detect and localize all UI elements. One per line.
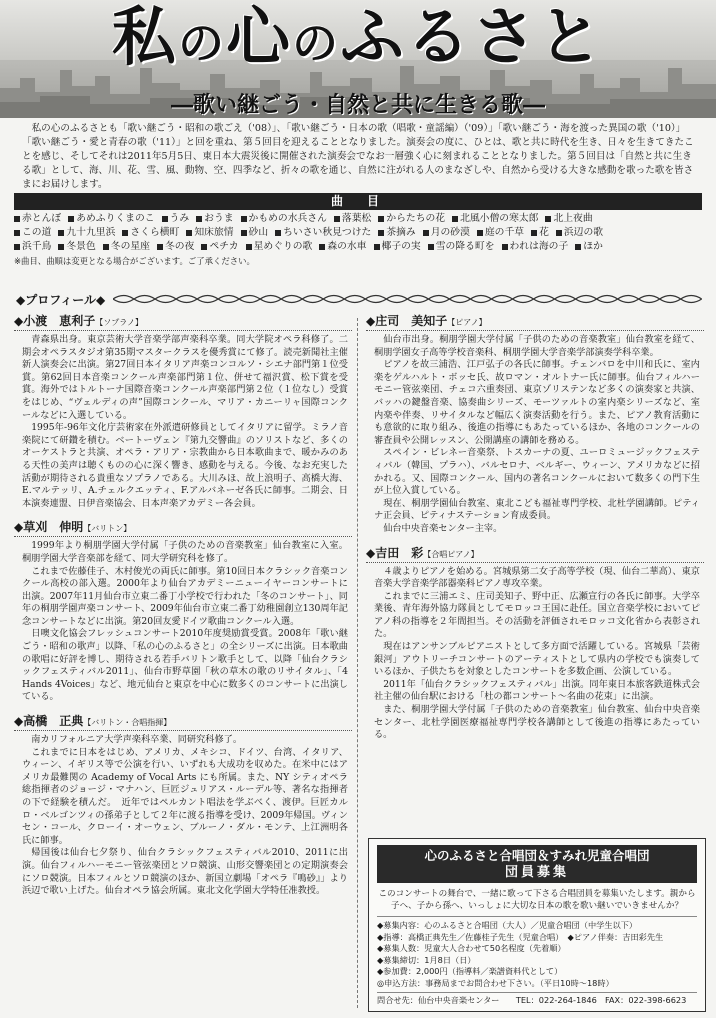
song-title: 冬の夜 <box>164 241 195 252</box>
bullet-icon <box>58 244 64 250</box>
song-item <box>477 226 524 240</box>
song-item <box>502 240 569 254</box>
song-title: ペチカ <box>209 241 239 252</box>
song-item <box>186 226 233 240</box>
recruit-title <box>377 845 697 883</box>
song-item <box>423 226 470 240</box>
song-item <box>545 212 592 226</box>
song-title: 冬の星座 <box>110 241 150 252</box>
song-item <box>162 212 190 226</box>
songs-note: ※曲目、曲順は変更となる場合がございます。ご了承ください。 <box>14 256 255 266</box>
bullet-icon <box>378 216 384 222</box>
song-title: 花 <box>539 227 549 238</box>
songs-heading: 曲 目 <box>14 193 702 210</box>
bio-paragraph: 現在はアンサンブルピアニストとして多方面で活躍している。宮城県「芸術銀河」アウトリーチコンサートのアーティストとして県内の学校でも演奏しているほか、子供たちを対象としたコンサートを多数企画、公演している。 <box>374 641 700 678</box>
bio-paragraph: 南カリフォルニア大学声楽科卒業、同研究科修了。 <box>31 734 243 746</box>
song-item <box>275 226 371 240</box>
song-title: ほか <box>583 241 603 252</box>
bullet-icon <box>545 216 551 222</box>
title-part-furusato: ふるさと <box>340 0 604 75</box>
song-row-3 <box>14 240 702 254</box>
song-title: 冬景色 <box>66 241 96 252</box>
bullet-icon <box>428 244 434 250</box>
profile-heading <box>16 288 702 310</box>
bio-paragraph: 1999年より桐朋学園大学付属「子供のための音楽教室」仙台教室に入室。桐朋学園大学音楽部を経て、同大学研究科を修了。 <box>22 540 348 564</box>
title-part-watashi: 私 <box>112 0 178 75</box>
recruit-deadline: ◆募集締切：1月8日（日） <box>377 954 476 965</box>
bullet-icon <box>246 244 252 250</box>
recruit-contact: 問合せ先：仙台中央音楽センター TEL：022-264-1846 FAX：022-398-6623 <box>377 992 697 1007</box>
song-title: 九十九里浜 <box>66 227 116 238</box>
song-item <box>58 240 95 254</box>
bullet-icon <box>14 244 20 250</box>
song-title: 砂山 <box>248 227 269 238</box>
bullet-icon <box>502 244 508 250</box>
song-item <box>241 226 269 240</box>
song-item <box>378 226 415 240</box>
song-title: 落葉松 <box>341 213 372 224</box>
spacer <box>14 704 352 712</box>
recruit-apply: ◎申込方法：事務局までお問合わせ下さい。（平日10時～18時） <box>377 977 614 988</box>
profile-label: ◆プロフィール◆ <box>16 292 106 307</box>
performer-role: 【ソプラノ】 <box>95 318 143 327</box>
song-title: おうま <box>204 213 234 224</box>
song-item <box>334 212 371 226</box>
bullet-icon <box>374 244 380 250</box>
song-title: 知床旅情 <box>194 227 234 238</box>
song-title: 椰子の実 <box>381 241 421 252</box>
recruit-title-line1: 心のふるさと合唱団＆すみれ児童合唱団 <box>424 848 650 863</box>
header-banner <box>0 0 716 118</box>
song-title: 北風小僧の寒太郎 <box>460 213 539 224</box>
song-item <box>196 212 233 226</box>
song-title: 赤とんぼ <box>22 213 62 224</box>
bullet-icon <box>103 244 109 250</box>
bullet-icon <box>196 216 202 222</box>
song-item <box>556 226 603 240</box>
recruit-details <box>377 916 697 990</box>
bio-paragraph: 現在、桐朋学園仙台教室、東北こども福祉専門学校、北杜学園講師。ピティナ正会員、ピティナステーション育成委員。 <box>374 497 700 522</box>
ornament-divider-icon <box>113 292 702 306</box>
bio-paragraph: 青森県出身。東京芸術大学音楽学部声楽科卒業。同大学院オペラ科修了。二期会オペラスタジオ第35期マスタークラスを優秀賞にて修了。読売新聞社主催新人演奏会に出演。第27回日本イタリア声楽コンコルソ・シエナ部門第１位受賞。第62回日本音楽コンクール声楽部門第１位、併せて福沢賞、松下賞を受賞。海外ではトルトーナ国際音楽コンクール声楽部門第２位（１位なし）受賞をはじめ、“ヴェルディの声”国際コンクール、マリア・カニーリャ国際コンクールなどに入選している。 <box>22 334 348 421</box>
recruit-instructors: ◆指導：高橋正典先生／佐藤桂子先生（児童合唱） ◆ピアノ伴奏：吉田彩先生 <box>377 931 664 942</box>
song-title: 北上夜曲 <box>553 213 593 224</box>
profile-name-takahashi <box>14 712 352 731</box>
song-title: 浜辺の歌 <box>563 227 604 238</box>
page-subtitle: ―歌い継ごう・自然と共に生きる歌― <box>170 92 545 118</box>
bullet-icon <box>531 230 537 236</box>
bullet-icon <box>575 244 581 250</box>
profile-name-owatari <box>14 312 352 331</box>
song-title: ちいさい秋見つけた <box>283 227 372 238</box>
profile-column-left <box>14 312 352 898</box>
song-title: からたちの花 <box>386 213 446 224</box>
bio-paragraph: スペイン・ビレネー音楽祭、トスカーナの夏、ユーロミュージックフェスティバル（韓国、プラハ）、バルセロナ、ベルギー、ウィーン、アメリカなどに招かれる。又、国際コンクール、国内の著名コンクールにおいて数多くの門下生が上位入賞している。 <box>374 447 700 497</box>
recruit-lead: このコンサートの舞台で、一緒に歌って下さる合唱団員を募集いたします。親から子へ、子から孫へ、いっしょに大切な日本の歌を歌い継いでいきませんか？ <box>378 889 696 911</box>
performer-name: ◆吉田 彩 <box>366 545 424 560</box>
performer-name: ◆庄司 美知子 <box>366 314 448 328</box>
bio-paragraph: 日噢文化協会フレッシュコンサート2010年度奨励賞受賞。2008年「歌い継ごう・昭和の歌声」以降、「私の心のふるさと」の全シリーズに出演。日本歌曲の歌唱に好評を博し、期待される若手バリトン歌手として、以降「仙台クラシックフェスティバル2011」、仙台市野草園「秋の草木の歌のリサイタル」、「4 Hands 4Voices」など、地元仙台と東京を中心に数多くのコンサートに出演している。 <box>22 628 348 703</box>
bio-paragraph: これまで佐藤佳子、木村俊光の両氏に師事。第10回日本クラシック音楽コンクール高校の部入選。2000年より仙台アカデミーニューイヤーコンサートに出演。2007年11月仙台市立東二番丁小学校で行われた「冬のコンサート」、同年の桐朋学園声楽コンサート、2009年仙台市立東二番丁幼稚園創立130周年記念コンサートなどに出演。第20回友愛ドイツ歌曲コンクール入選。 <box>22 565 348 627</box>
bullet-icon <box>122 230 128 236</box>
song-title: 庭の千草 <box>484 227 525 238</box>
song-item <box>14 226 51 240</box>
bullet-icon <box>241 216 247 222</box>
song-row-2 <box>14 226 702 240</box>
bullet-icon <box>186 230 192 236</box>
bullet-icon <box>14 230 20 236</box>
column-divider <box>357 318 358 1008</box>
bullet-icon <box>477 230 483 236</box>
bullet-icon <box>275 230 281 236</box>
page-title <box>0 2 716 79</box>
bullet-icon <box>68 216 74 222</box>
song-title: この道 <box>22 227 52 238</box>
song-item <box>122 226 179 240</box>
bullet-icon <box>334 216 340 222</box>
song-title: 雪の降る町を <box>435 241 495 252</box>
bullet-icon <box>201 244 207 250</box>
bullet-icon <box>14 216 20 222</box>
song-item <box>14 240 51 254</box>
song-title: うみ <box>169 213 190 224</box>
performer-role: 【合唱ピアノ】 <box>423 549 479 559</box>
bullet-icon <box>241 230 247 236</box>
recruit-title-line2: 団員募集 <box>504 865 569 880</box>
song-title: 浜千鳥 <box>22 241 52 252</box>
song-item <box>103 240 150 254</box>
song-title: 星めぐりの歌 <box>253 241 313 252</box>
performer-role: 【バリトン】 <box>83 524 132 534</box>
bullet-icon <box>58 230 64 236</box>
profile-name-yoshida <box>366 544 704 563</box>
song-item <box>201 240 238 254</box>
performer-role: 【ピアノ】 <box>447 318 487 327</box>
song-item <box>378 212 445 226</box>
song-item <box>246 240 313 254</box>
recruit-fee: ◆参加費：2,000円（指導料／楽譜資料代として） <box>377 966 563 977</box>
song-item <box>241 212 327 226</box>
bullet-icon <box>452 216 458 222</box>
bullet-icon <box>378 230 384 236</box>
song-row-1 <box>14 212 702 226</box>
song-title: かもめの水兵さん <box>248 213 327 224</box>
song-item <box>428 240 495 254</box>
bio-paragraph: これまでに三浦エミ、庄司美知子、野中正、広瀬宣行の各氏に師事。大学卒業後、青年海外協力隊員としてモロッコ王国に赴任。国立音楽学校においてピアノ科の指導を２年間担当。その活動を評価されモロッコ文化省から表彰された。 <box>374 590 700 640</box>
bio-paragraph: 2011年「仙台クラシックフェスティバル」出演。同年東日本旅客鉄道株式会社主催の仙台駅における「杜の都コンサート～名曲の花束」に出演。 <box>374 678 700 703</box>
spacer <box>366 536 704 544</box>
spacer <box>14 510 352 518</box>
bullet-icon <box>162 216 168 222</box>
bullet-icon <box>319 244 325 250</box>
song-title: あめふりくまのこ <box>76 213 155 224</box>
profile-name-kusakari <box>14 518 352 537</box>
recruit-content: ◆募集内容：心のふるさと合唱団（大人）／児童合唱団（中学生以下） <box>377 920 638 930</box>
bullet-icon <box>423 230 429 236</box>
song-title: 森の水車 <box>327 241 367 252</box>
song-item <box>452 212 538 226</box>
performer-role: 【バリトン・合唱指揮】 <box>83 718 172 728</box>
song-item <box>68 212 154 226</box>
bio-paragraph: これまでに日本をはじめ、アメリカ、メキシコ、ドイツ、台湾、イタリア、ウィーン、イギリス等で公演を行い、いずれも大成功を収めた。在米中にはアメリカ最難関の Academy of Vocal Arts にも所属。また、NY シティオペラ総指揮者のジョージ・マナハン、巨匠ジュリアス・ルーデル等、著名な指揮者の下で経験を積んだ。 近年ではペルカント唱法を学ぶべく、渡伊。巨匠カルロ・ベルゴンツィの孫弟子として２年に渡る指導を受け、2009年帰国。ヴィンセン・コール、クローイ・オーウェン、ブルーノ・ダル・モンテ、上江洲明各氏に師事。 <box>22 746 348 846</box>
bio-paragraph: ４歳よりピアノを始める。宮城県第二女子高等学校（現、仙台二華高）、東京音楽大学音楽学部器楽科ピアノ専攻卒業。 <box>374 565 700 590</box>
profile-column-right <box>366 312 704 742</box>
bio-paragraph: 仙台中央音楽センター主宰。 <box>383 522 503 534</box>
song-item <box>531 226 549 240</box>
song-item <box>157 240 194 254</box>
song-list <box>14 212 702 267</box>
bio-paragraph: 帰国後は仙台七夕祭り、仙台クラシックフェスティバル2010、2011に出演。仙台フィルハーモニー管弦楽団とソロ競演、山形交響楽団との定期演奏会にソロ競演。日本フィルとソロ競演のほか、新国立劇場「オペラ『鳴砂』」より浜辺で歌い上げた。仙台オペラ協会所属。東北文化学園大学特任准教授。 <box>22 847 348 897</box>
song-item <box>14 212 61 226</box>
song-title: 月の砂漠 <box>430 227 470 238</box>
intro-paragraph: 私の心のふるさとも「歌い継ごう・昭和の歌ごえ（'08）」、「歌い継ごう・日本の歌（唱歌・童謡編）（'09）」「歌い継ごう・海を渡った異国の歌（'10）」「歌い継ごう・愛と青春の歌（'11）」と回を重ね、第５回目を迎えることとなりました。演奏会の度に、ひとは、歌と共に時代を生き、日々を生きてきたことを感じ、そしてそれは2011年5月5日、東日本大震災後に開催された演奏会でなお一層強く心に刻まれることとなりました。第５回目は「自然と共に生きる歌」として、海、川、花、雪、風、動物、空、四季など、折々の歌を通じ、自然に注がれる人のまなざしや、自然から受ける大きな感動を歌った歌を皆さまにお届けします。 <box>22 123 694 190</box>
title-part-no1: の <box>178 16 226 70</box>
recruit-capacity: ◆募集人数：児童大人合わせて50名程度（先着順） <box>377 943 566 954</box>
title-part-no2: の <box>292 16 340 70</box>
song-title: さくら横町 <box>130 227 180 238</box>
song-title: 茶摘み <box>386 227 416 238</box>
bio-paragraph: また、桐朋学園大学付属「子供のための音楽教室」仙台教室、仙台中央音楽センター、北杜学園医療福祉専門学校各講師として後進の指導にあたっている。 <box>374 704 700 741</box>
title-part-kokoro: 心 <box>226 0 292 75</box>
song-item <box>575 240 603 254</box>
bio-paragraph: ピアノを故三浦浩、江戸弘子の各氏に師事。チェンバロを中川和氏に、室内楽をゲルハルト・ボッセ氏、故ロマン・オルトナー氏に師事。仙台フィルハーモニー管弦楽団、チェコ六重奏団、東京ゾリステンなど多くの演奏家と共演、バッハの鍵盤音楽、協奏曲シリーズ、モーツァルトの室内楽シリーズなど、室内楽や伴奏、リサイタルなど幅広く演奏活動を行う。また、ピアノ教育活動にも意欲的に取り組み、後進の指導にもあたっているほか、各地のコンクールの審査員や公開レッスン、公開講座の講師を務める。 <box>374 359 700 446</box>
bio-paragraph: 仙台市出身。桐朋学園大学付属「子供のための音楽教室」仙台教室を経て、桐朋学園女子高等学校音楽科、桐朋学園大学音楽学部演奏学科卒業。 <box>374 334 700 358</box>
bullet-icon <box>556 230 562 236</box>
performer-name: ◆高橋 正典 <box>14 714 84 729</box>
performer-name: ◆草刈 伸明 <box>14 520 84 535</box>
bio-paragraph: 1995年-96年文化庁芸術家在外派遣研修員としてイタリアに留学。ミラノ音楽院にて研鑽を積む。ベートーヴェン『第九交響曲』のソリストなど、多くのオーケストラと共演、オペラ・アリア・宗教曲から日本歌曲まで、暖かみのある天性の美声は聴くものの心に深く響き、感動を与える。今後、なお充実した活動が期待される貴重なソプラノである。大川みほ、故上浪明子、高橋大海、E.マルテッリ、A.チェルクエッティ、F.アルバネーゼ各氏に師事。二期会、日本演奏連盟、日伊音楽協会、日本声楽アカデミー各会員。 <box>22 422 348 509</box>
profile-name-shoji <box>366 312 704 331</box>
song-title: われは海の子 <box>509 241 569 252</box>
choir-recruitment-box <box>368 838 706 1012</box>
song-item <box>58 226 115 240</box>
song-item <box>374 240 421 254</box>
performer-name: ◆小渡 恵利子 <box>14 314 96 328</box>
bullet-icon <box>157 244 163 250</box>
song-item <box>319 240 366 254</box>
